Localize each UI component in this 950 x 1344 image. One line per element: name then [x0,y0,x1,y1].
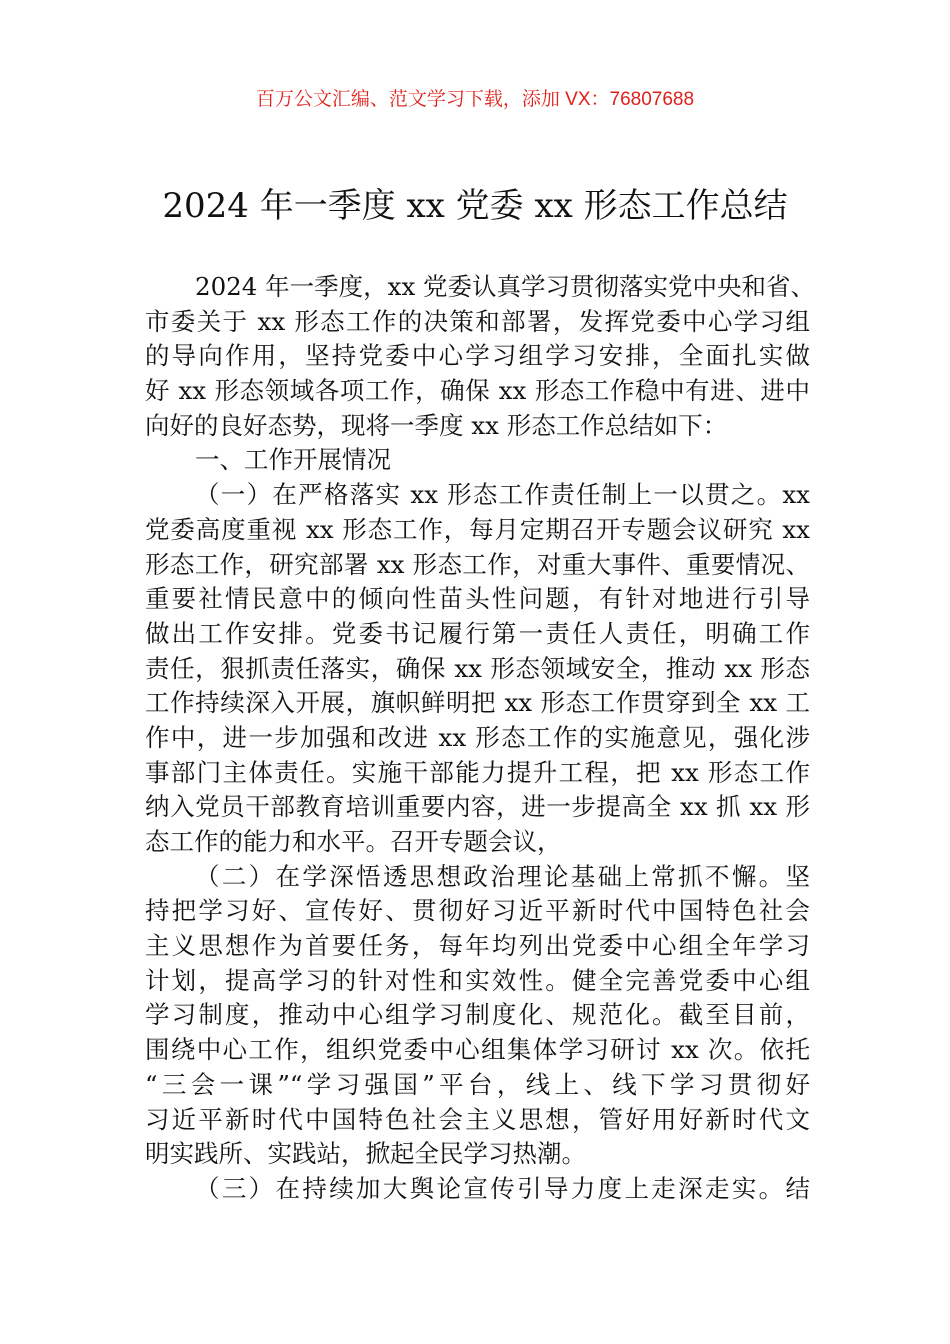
text-line: 事部门主体责任。实施干部能力提升工程，把 xx 形态工作 [145,757,810,787]
text-line: 党委高度重视 xx 形态工作，每月定期召开专题会议研究 xx [145,514,810,544]
text-line: 向好的良好态势，现将一季度 xx 形态工作总结如下： [145,410,728,440]
text-line: （二）在学深悟透思想政治理论基础上常抓不懈。坚 [195,861,810,891]
text-line: 纳入党员干部教育培训重要内容，进一步提高全 xx 抓 xx 形 [145,792,810,822]
text-line: “三会一课”“学习强国”平台，线上、线下学习贯彻好 [145,1069,810,1099]
text-line: 做出工作安排。党委书记履行第一责任人责任，明确工作 [145,618,810,648]
text-line: 重要社情民意中的倾向性苗头性问题，有针对地进行引导 [145,584,810,614]
watermark-header: 百万公文汇编、范文学习下载，添加 VX：76807688 [255,89,695,110]
document-title: 2024 年一季度 xx 党委 xx 形态工作总结 [162,186,788,226]
paragraph-1 [145,478,810,860]
text-line: 责任，狠抓责任落实，确保 xx 形态领域安全，推动 xx 形态 [145,653,810,683]
text-line: （三）在持续加大舆论宣传引导力度上走深走实。结 [195,1173,810,1203]
text-line: 好 xx 形态领域各项工作，确保 xx 形态工作稳中有进、进中 [145,376,810,406]
text-line: 工作持续深入开展，旗帜鲜明把 xx 形态工作贯穿到全 xx 工 [145,688,810,718]
text-line: 形态工作，研究部署 xx 形态工作，对重大事件、重要情况、 [145,549,810,579]
text-line: 作中，进一步加强和改进 xx 形态工作的实施意见，强化涉 [145,722,810,752]
text-line: 一、工作开展情况 [195,445,391,475]
text-line: 持把学习好、宣传好、贯彻好习近平新时代中国特色社会 [145,896,810,926]
text-line: 围绕中心工作，组织党委中心组集体学习研讨 xx 次。依托 [145,1035,810,1065]
text-line: （一）在严格落实 xx 形态工作责任制上一以贯之。xx [195,480,810,510]
paragraph-3 [145,1172,810,1207]
text-line: 主义思想作为首要任务，每年均列出党委中心组全年学习 [145,931,810,961]
text-line: 计划，提高学习的针对性和实效性。健全完善党委中心组 [145,965,810,995]
text-line: 的导向作用，坚持党委中心学习组学习安排，全面扎实做 [145,341,810,371]
intro-paragraph [145,270,816,443]
document-body [145,270,816,1207]
section-heading [145,443,810,478]
text-line: 态工作的能力和水平。召开专题会议， [145,827,562,856]
text-line: 市委关于 xx 形态工作的决策和部署，发挥党委中心学习组 [145,306,810,336]
text-line: 2024 年一季度，xx 党委认真学习贯彻落实党中央和省、 [195,272,816,301]
text-line: 学习制度，推动中心组学习制度化、规范化。截至目前， [145,1000,810,1030]
text-line: 习近平新时代中国特色社会主义思想，管好用好新时代文 [145,1104,810,1134]
text-line: 明实践所、实践站，掀起全民学习热潮。 [145,1139,586,1169]
paragraph-2 [145,860,810,1172]
